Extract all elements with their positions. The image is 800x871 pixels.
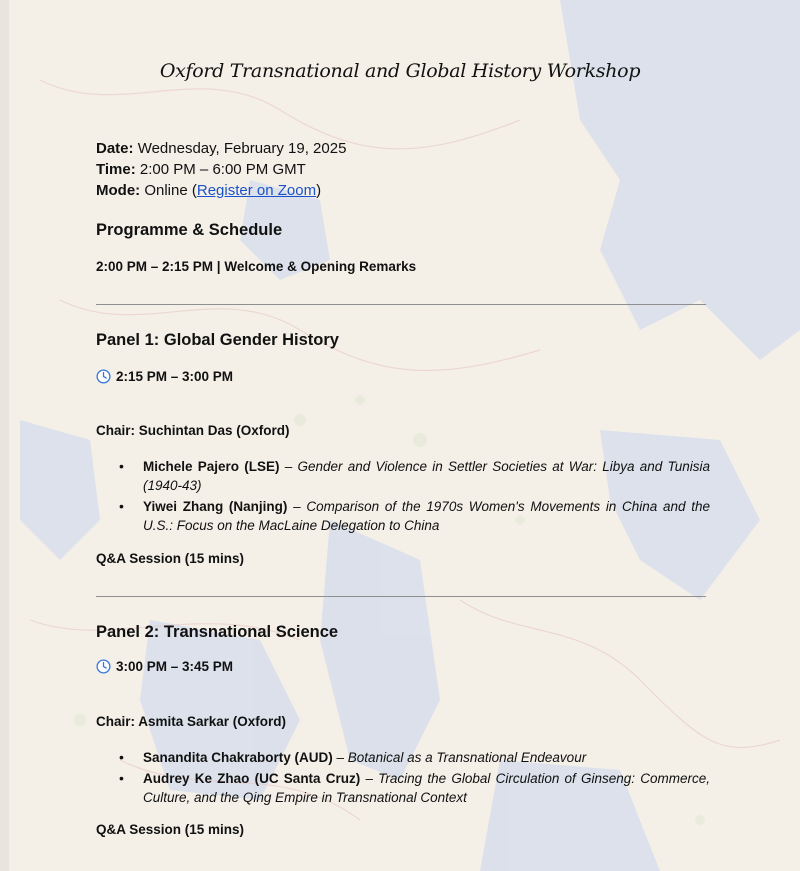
clock-icon <box>96 369 111 384</box>
schedule-heading: Programme & Schedule <box>96 221 283 239</box>
talk-title: Tracing the Global Circulation of Ginseng: Commerce, Culture, and the Qing Empire in Transnational Context <box>143 771 710 805</box>
welcome-line: 2:00 PM – 2:15 PM | Welcome & Opening Remarks <box>96 259 417 274</box>
panel-1-time-text: 2:15 PM – 3:00 PM <box>116 369 234 384</box>
speaker-name: Michele Pajero (LSE) <box>143 459 280 474</box>
panel-1-time <box>96 369 233 384</box>
panel-2-time-text: 3:00 PM – 3:45 PM <box>116 659 234 674</box>
panel-2-qa: Q&A Session (15 mins) <box>96 822 245 837</box>
talk-title: Botanical as a Transnational Endeavour <box>347 750 587 765</box>
mode-label: Mode: <box>96 182 141 199</box>
list-item <box>115 769 710 807</box>
separator: – <box>287 499 307 514</box>
time-line <box>96 161 306 179</box>
panel-2-talks <box>115 748 710 809</box>
time-label: Time: <box>96 161 136 178</box>
clock-icon <box>96 659 111 674</box>
panel-2-chair: Chair: Asmita Sarkar (Oxford) <box>96 714 287 729</box>
talk-title: Comparison of the 1970s Women's Movements in China and the U.S.: Focus on the MacLaine Delegation to China <box>143 499 711 533</box>
date-line <box>96 140 346 158</box>
mode-line <box>96 182 321 200</box>
mode-value: Online <box>144 182 188 199</box>
page-title: Oxford Transnational and Global History Workshop <box>159 60 641 82</box>
time-value: 2:00 PM – 6:00 PM GMT <box>139 161 306 178</box>
panel-1-qa: Q&A Session (15 mins) <box>96 551 245 566</box>
mode-paren-open: ( <box>191 182 197 199</box>
register-zoom-link[interactable]: Register on Zoom <box>196 182 317 199</box>
panel-2-time <box>96 659 233 674</box>
list-item <box>115 497 710 535</box>
speaker-name: Yiwei Zhang (Nanjing) <box>143 499 288 514</box>
divider <box>96 596 706 597</box>
talk-title: Gender and Violence in Settler Societies at War: Libya and Tunisia (1940-43) <box>143 459 710 493</box>
panel-1-chair: Chair: Suchintan Das (Oxford) <box>96 423 290 438</box>
panel-1-title: Panel 1: Global Gender History <box>96 331 339 349</box>
separator: – <box>360 771 379 786</box>
panel-1-talks <box>115 457 710 537</box>
date-label: Date: <box>96 140 134 157</box>
date-value: Wednesday, February 19, 2025 <box>137 140 347 157</box>
list-item <box>115 748 710 767</box>
speaker-name: Audrey Ke Zhao (UC Santa Cruz) <box>143 771 361 786</box>
list-item <box>115 457 710 495</box>
divider <box>96 304 706 305</box>
speaker-name: Sanandita Chakraborty (AUD) <box>143 750 333 765</box>
separator: – <box>332 750 348 765</box>
mode-paren-close: ) <box>316 182 322 199</box>
separator: – <box>279 459 298 474</box>
panel-2-title: Panel 2: Transnational Science <box>96 623 339 641</box>
